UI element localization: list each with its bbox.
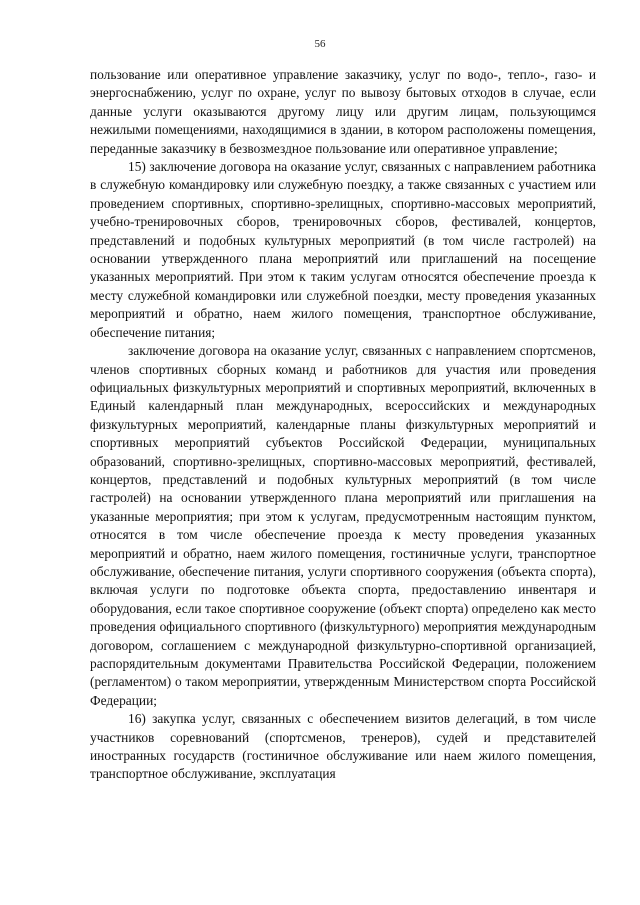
page-number: 56	[314, 38, 326, 50]
paragraph-continuation: пользование или оперативное управление заказчику, услуг по водо-, тепло-, газо- и энергоснабжению, услуг по охране, услуг по вывозу бытовых отходов в случае, если данные услуги оказываются другому лицу или другим лицам, пользующимся нежилыми помещениями, находящимися в здании, в котором расположены помещения, переданные заказчику в безвозмездное пользование или оперативное управление;	[90, 67, 596, 156]
body-text	[90, 66, 596, 784]
paragraph-item-15-sport: заключение договора на оказание услуг, связанных с направлением спортсменов, членов спортивных сборных команд и работников для участия или проведения официальных физкультурных мероприятий и спортивных мероприятий, включенных в Единый календарный план международных, всероссийских и международных физкультурных мероприятий, календарные планы физкультурных мероприятий и спортивных мероприятий субъектов Российской Федерации, муниципальных образований, спортивно-зрелищных, спортивно-массовых мероприятий, фестивалей, концертов, представлений и подобных культурных мероприятий (в том числе гастролей) на основании утвержденного плана мероприятий или приглашения на указанные мероприятия; при этом к услугам, предусмотренным настоящим пунктом, относятся в том числе обеспечение проезда к месту проведения указанных мероприятий и обратно, наем жилого помещения, гостиничные услуги, транспортное обслуживание, обеспечение питания, услуги спортивного сооружения (объекта спорта), включая услуги по подготовке объекта спорта, предоставлению инвентаря и оборудования, если такое спортивное сооружение (объект спорта) определено как место проведения официального спортивного (физкультурного) мероприятия международным договором, соглашением с международной физкультурно-спортивной организацией, распорядительным документами Правительства Российской Федерации, положением (регламентом) о таком мероприятии, утвержденным Министерством спорта Российской Федерации;	[90, 343, 596, 708]
paragraph-item-15: 15) заключение договора на оказание услуг, связанных с направлением работника в служебную командировку или служебную поездку, а также связанных с участием или проведением спортивных, спортивно-зрелищных, спортивно-массовых мероприятий, учебно-тренировочных сборов, тренировочных сборов, фестивалей, концертов, представлений и подобных культурных мероприятий (в том числе гастролей) на основании утвержденного плана мероприятий или приглашений на посещение указанных мероприятий. При этом к таким услугам относятся обеспечение проезда к месту служебной командировки или служебной поездки, месту проведения указанных мероприятий и обратно, наем жилого помещения, транспортное обслуживание, обеспечение питания;	[90, 159, 596, 340]
paragraph-item-16: 16) закупка услуг, связанных с обеспечением визитов делегаций, в том числе участников соревнований (спортсменов, тренеров), судей и представителей иностранных государств (гостиничное обслуживание или наем жилого помещения, транспортное обслуживание, эксплуатация	[90, 711, 596, 782]
